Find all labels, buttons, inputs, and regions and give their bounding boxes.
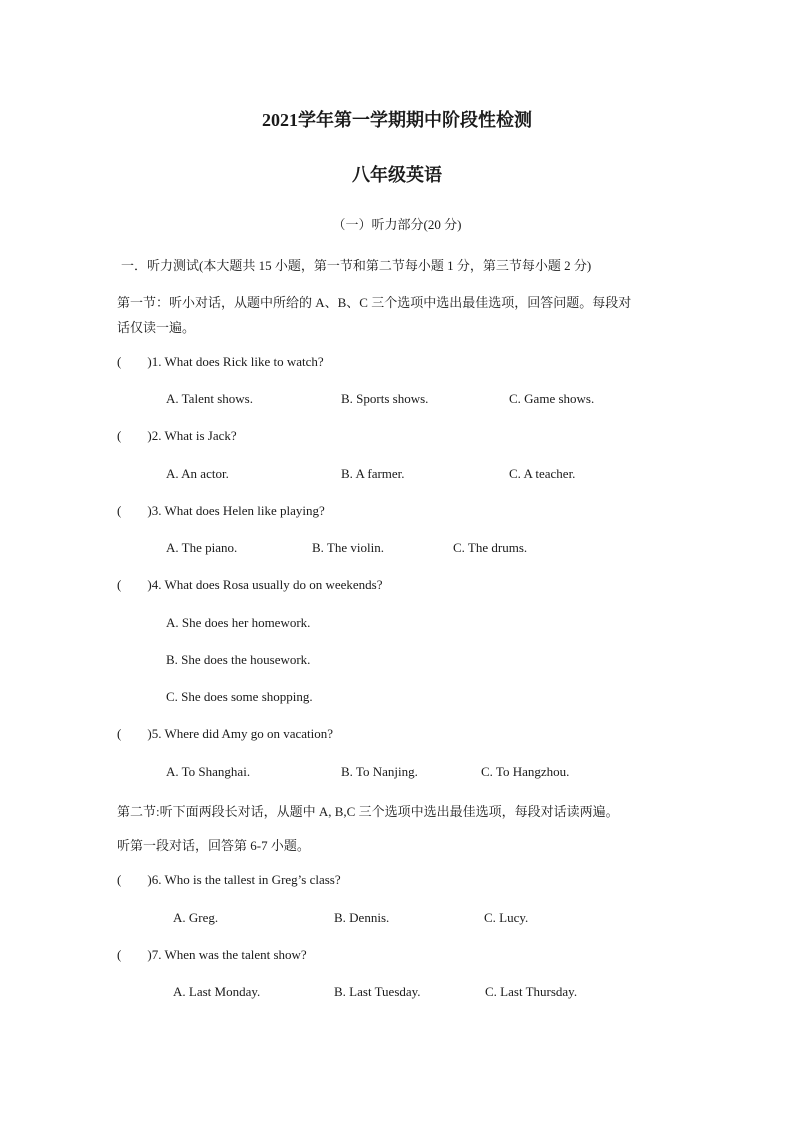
question-4	[117, 577, 383, 593]
answer-blank-open: (	[117, 947, 122, 962]
option-a: A. An actor.	[166, 466, 229, 481]
option-b: B. To Nanjing.	[341, 764, 418, 779]
answer-blank-close: )	[147, 428, 152, 443]
part2-intro: 第二节:听下面两段长对话，从题中 A, B,C 三个选项中选出最佳选项，每段对话读两遍。	[117, 804, 619, 819]
question-6	[117, 872, 341, 888]
option-a: A. The piano.	[166, 540, 238, 555]
question-5	[117, 726, 333, 742]
answer-blank-open: (	[117, 726, 122, 741]
part1-intro-line1: 第一节：听小对话，从题中所给的 A、B、C 三个选项中选出最佳选项，回答问题。每段对	[117, 295, 632, 310]
question-stem: 4. What does Rosa usually do on weekends?	[151, 577, 383, 592]
question-stem: 6. Who is the tallest in Greg’s class?	[151, 872, 341, 887]
option-c: C. Lucy.	[484, 910, 529, 925]
answer-blank-close: )	[147, 872, 152, 887]
part1-intro-line2: 话仅读一遍。	[117, 320, 196, 335]
part-label: （一）听力部分(20 分)	[332, 217, 462, 232]
option-b: B. Dennis.	[334, 910, 390, 925]
answer-blank-close: )	[147, 726, 152, 741]
option-b: B. Last Tuesday.	[334, 984, 421, 999]
answer-blank-close: )	[147, 503, 152, 518]
answer-blank-close: )	[147, 354, 152, 369]
option-b: B. She does the housework.	[166, 652, 311, 667]
question-1	[117, 354, 324, 370]
question-stem: 1. What does Rick like to watch?	[151, 354, 324, 369]
option-a: A. Last Monday.	[173, 984, 261, 999]
option-a: A. Talent shows.	[166, 391, 253, 406]
option-b: B. The violin.	[312, 540, 384, 555]
option-b: B. Sports shows.	[341, 391, 429, 406]
answer-blank-close: )	[147, 577, 152, 592]
option-b: B. A farmer.	[341, 466, 405, 481]
option-a: A. She does her homework.	[166, 615, 311, 630]
option-c: C. To Hangzhou.	[481, 764, 570, 779]
question-stem: 5. Where did Amy go on vacation?	[151, 726, 334, 741]
option-c: C. The drums.	[453, 540, 528, 555]
question-stem: 3. What does Helen like playing?	[151, 503, 325, 518]
question-7	[117, 947, 307, 963]
answer-blank-open: (	[117, 354, 122, 369]
dialogue1-intro: 听第一段对话，回答第 6-7 小题。	[117, 838, 310, 853]
answer-blank-open: (	[117, 428, 122, 443]
answer-blank-close: )	[147, 947, 152, 962]
answer-blank-open: (	[117, 577, 122, 592]
question-stem: 2. What is Jack?	[151, 428, 237, 443]
option-c: C. A teacher.	[509, 466, 576, 481]
question-stem: 7. When was the talent show?	[151, 947, 307, 962]
page-title: 2021学年第一学期期中阶段性检测	[262, 110, 532, 130]
option-c: C. She does some shopping.	[166, 689, 313, 704]
option-c: C. Last Thursday.	[485, 984, 578, 999]
answer-blank-open: (	[117, 872, 122, 887]
option-c: C. Game shows.	[509, 391, 595, 406]
answer-blank-open: (	[117, 503, 122, 518]
section-heading: 一．听力测试(本大题共 15 小题，第一节和第二节每小题 1 分，第三节每小题 2 分)	[121, 258, 592, 273]
question-2	[117, 428, 237, 444]
page-subtitle: 八年级英语	[352, 165, 442, 185]
question-3	[117, 503, 325, 519]
option-a: A. Greg.	[173, 910, 219, 925]
option-a: A. To Shanghai.	[166, 764, 251, 779]
